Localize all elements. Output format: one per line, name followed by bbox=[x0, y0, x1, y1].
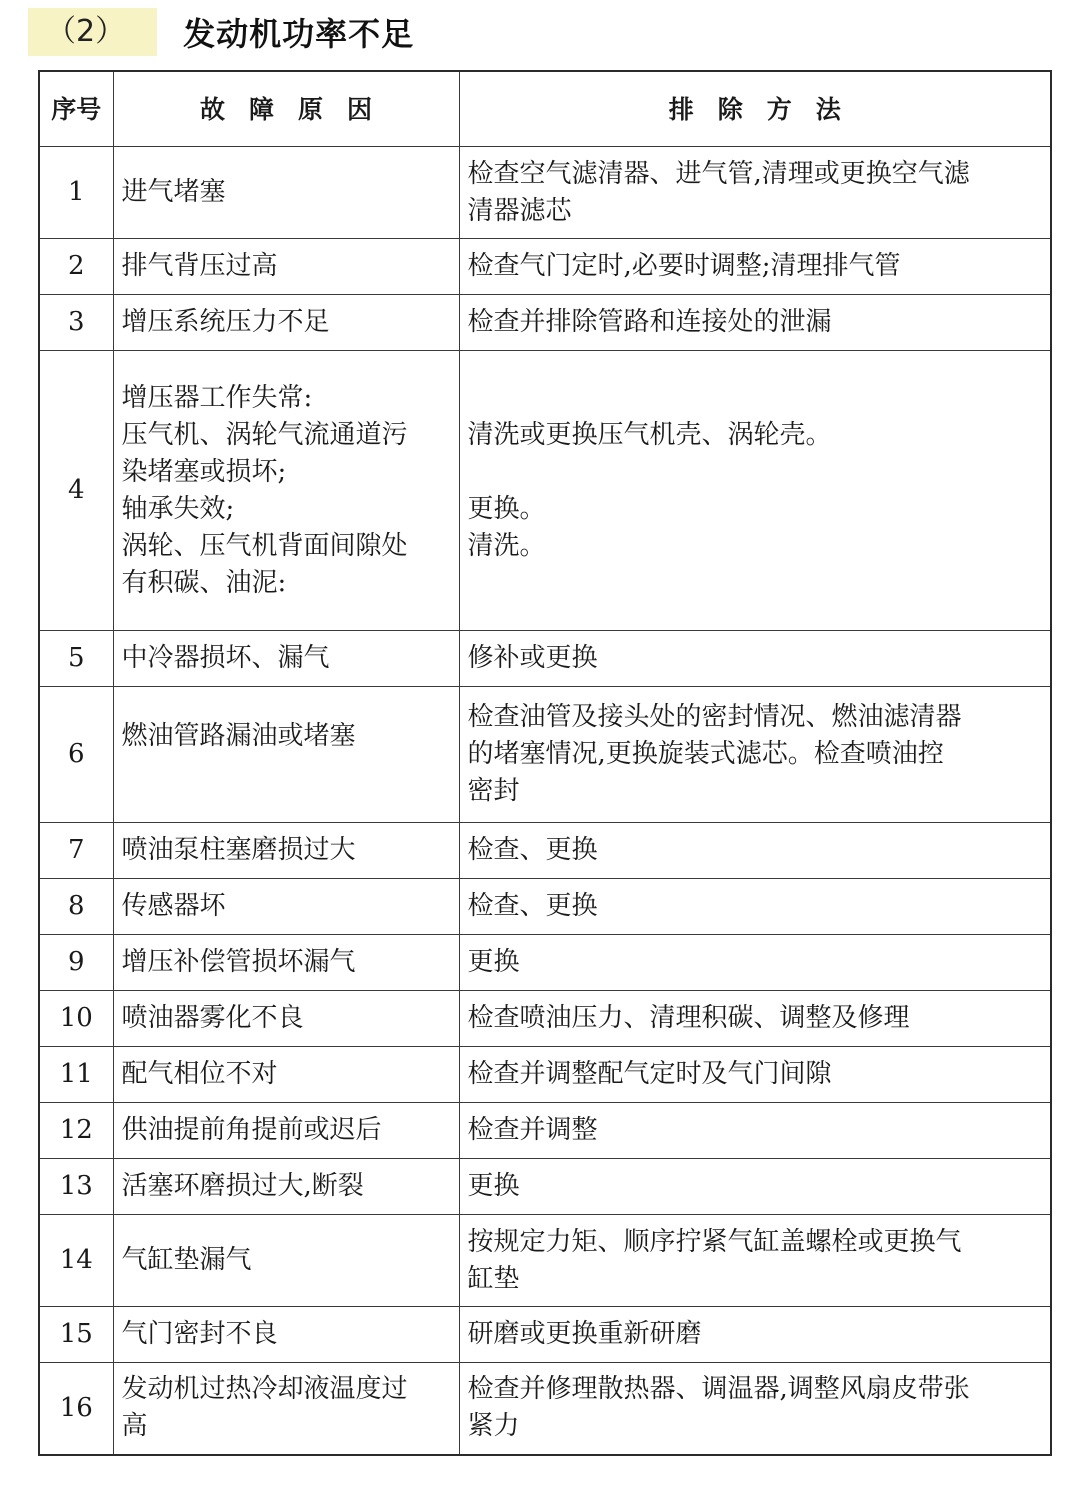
row-cause bbox=[113, 879, 459, 935]
row-number: 11 bbox=[39, 1047, 113, 1103]
row-number: 13 bbox=[39, 1159, 113, 1215]
fix-text-line: 修补或更换 bbox=[467, 643, 598, 673]
row-fix bbox=[459, 631, 1051, 687]
table-row bbox=[39, 991, 1051, 1047]
cause-text-line: 增压补偿管损坏漏气 bbox=[121, 947, 356, 977]
cause-text-line: 配气相位不对 bbox=[121, 1059, 278, 1089]
section-title: 发动机功率不足 bbox=[183, 15, 415, 53]
cause-text-line: 中冷器损坏、漏气 bbox=[121, 643, 330, 673]
fix-text-line: 更换 bbox=[467, 1171, 520, 1201]
fix-text-line: 更换。 bbox=[467, 493, 546, 524]
fix-text-line: 清洗或更换压气机壳、涡轮壳。 bbox=[467, 419, 832, 450]
table-row bbox=[39, 239, 1051, 295]
section-heading bbox=[28, 6, 414, 58]
cause-blank-line bbox=[122, 755, 451, 792]
table-row bbox=[39, 1307, 1051, 1363]
fix-text-line: 研磨或更换重新研磨 bbox=[467, 1319, 702, 1349]
row-number: 8 bbox=[39, 879, 113, 935]
row-fix bbox=[459, 239, 1051, 295]
row-number: 14 bbox=[39, 1215, 113, 1307]
fix-text-line: 检查并修理散热器、调温器,调整风扇皮带张 bbox=[467, 1374, 970, 1405]
row-number: 12 bbox=[39, 1103, 113, 1159]
header-fix: 排除方法 bbox=[459, 71, 1051, 147]
row-fix bbox=[459, 1103, 1051, 1159]
row-fix bbox=[459, 147, 1051, 239]
row-cause bbox=[113, 1047, 459, 1103]
table-row bbox=[39, 687, 1051, 823]
row-number: 10 bbox=[39, 991, 113, 1047]
fix-text-line: 更换 bbox=[467, 947, 520, 977]
row-cause bbox=[113, 239, 459, 295]
table-row bbox=[39, 823, 1051, 879]
row-fix bbox=[459, 991, 1051, 1047]
fault-table bbox=[38, 70, 1052, 1456]
fix-text-line: 紧力 bbox=[467, 1411, 520, 1442]
row-cause bbox=[113, 935, 459, 991]
cause-text-line: 发动机过热冷却液温度过 bbox=[121, 1374, 408, 1405]
cause-text-line: 喷油泵柱塞磨损过大 bbox=[121, 835, 356, 865]
row-number: 15 bbox=[39, 1307, 113, 1363]
fix-text-line: 按规定力矩、顺序拧紧气缸盖螺栓或更换气 bbox=[467, 1226, 962, 1257]
cause-text-line: 活塞环磨损过大,断裂 bbox=[121, 1171, 364, 1201]
row-fix bbox=[459, 879, 1051, 935]
table-row bbox=[39, 1159, 1051, 1215]
row-fix bbox=[459, 351, 1051, 631]
row-fix bbox=[459, 1215, 1051, 1307]
row-number: 1 bbox=[39, 147, 113, 239]
fix-blank-line bbox=[468, 565, 1043, 602]
row-fix bbox=[459, 687, 1051, 823]
row-cause bbox=[113, 991, 459, 1047]
cause-text-line: 增压系统压力不足 bbox=[121, 307, 330, 337]
fix-text-line: 检查并调整配气定时及气门间隙 bbox=[467, 1059, 832, 1089]
table-row bbox=[39, 1215, 1051, 1307]
row-cause bbox=[113, 1363, 459, 1455]
section-number: （2） bbox=[28, 8, 157, 56]
table-row bbox=[39, 935, 1051, 991]
row-fix bbox=[459, 295, 1051, 351]
fix-text-line: 的堵塞情况,更换旋装式滤芯。检查喷油控 bbox=[467, 739, 944, 769]
table-row bbox=[39, 1047, 1051, 1103]
cause-text-line: 传感器坏 bbox=[121, 891, 226, 921]
fix-text-line: 检查油管及接头处的密封情况、燃油滤清器 bbox=[467, 702, 962, 732]
row-cause bbox=[113, 295, 459, 351]
fix-text-line: 检查喷油压力、清理积碳、调整及修理 bbox=[467, 1003, 910, 1033]
fix-text-line: 检查空气滤清器、进气管,清理或更换空气滤 bbox=[467, 158, 970, 189]
row-cause bbox=[113, 631, 459, 687]
cause-text-line: 高 bbox=[121, 1411, 148, 1442]
fix-text-line: 检查、更换 bbox=[467, 835, 598, 865]
row-cause bbox=[113, 1103, 459, 1159]
header-number: 序号 bbox=[39, 71, 113, 147]
table-body bbox=[39, 147, 1051, 1455]
row-number: 3 bbox=[39, 295, 113, 351]
fix-text-line: 检查、更换 bbox=[467, 891, 598, 921]
fix-text-line: 检查并排除管路和连接处的泄漏 bbox=[467, 307, 832, 337]
row-number: 6 bbox=[39, 687, 113, 823]
fix-text-line: 检查并调整 bbox=[467, 1115, 598, 1145]
row-number: 9 bbox=[39, 935, 113, 991]
row-fix bbox=[459, 1363, 1051, 1455]
row-fix bbox=[459, 1307, 1051, 1363]
table-row bbox=[39, 1103, 1051, 1159]
table-row bbox=[39, 351, 1051, 631]
row-cause bbox=[113, 823, 459, 879]
row-fix bbox=[459, 823, 1051, 879]
row-cause bbox=[113, 1159, 459, 1215]
cause-text-line: 有积碳、油泥: bbox=[121, 567, 287, 598]
cause-text-line: 燃油管路漏油或堵塞 bbox=[121, 720, 356, 751]
table-row bbox=[39, 1363, 1051, 1455]
header-cause: 故障原因 bbox=[113, 71, 459, 147]
fix-text-line: 检查气门定时,必要时调整;清理排气管 bbox=[467, 251, 901, 281]
row-number: 16 bbox=[39, 1363, 113, 1455]
fix-text-line: 清器滤芯 bbox=[467, 195, 572, 226]
cause-text-line: 轴承失效; bbox=[121, 493, 235, 524]
table-row bbox=[39, 631, 1051, 687]
fix-text-line: 清洗。 bbox=[467, 530, 546, 561]
row-cause bbox=[113, 1215, 459, 1307]
fix-text-line: 密封 bbox=[467, 776, 520, 806]
table-row bbox=[39, 295, 1051, 351]
row-cause bbox=[113, 147, 459, 239]
fix-blank-line bbox=[468, 380, 1043, 417]
row-cause bbox=[113, 1307, 459, 1363]
fix-text-line: 缸垫 bbox=[467, 1263, 520, 1294]
cause-text-line: 进气堵塞 bbox=[121, 177, 226, 207]
fix-blank-line bbox=[468, 454, 1043, 491]
cause-text-line: 喷油器雾化不良 bbox=[121, 1003, 304, 1033]
row-fix bbox=[459, 1047, 1051, 1103]
cause-text-line: 染堵塞或损坏; bbox=[121, 456, 287, 487]
table-row bbox=[39, 147, 1051, 239]
cause-text-line: 气门密封不良 bbox=[121, 1319, 278, 1349]
row-number: 4 bbox=[39, 351, 113, 631]
cause-text-line: 涡轮、压气机背面间隙处 bbox=[121, 530, 408, 561]
cause-text-line: 供油提前角提前或迟后 bbox=[121, 1115, 382, 1145]
row-cause bbox=[113, 351, 459, 631]
table-row bbox=[39, 879, 1051, 935]
table-header-row bbox=[39, 71, 1051, 147]
cause-text-line: 压气机、涡轮气流通道污 bbox=[121, 419, 408, 450]
row-cause bbox=[113, 687, 459, 823]
cause-text-line: 气缸垫漏气 bbox=[121, 1245, 252, 1275]
cause-text-line: 增压器工作失常: bbox=[121, 382, 313, 413]
row-number: 2 bbox=[39, 239, 113, 295]
row-fix bbox=[459, 1159, 1051, 1215]
row-number: 7 bbox=[39, 823, 113, 879]
cause-text-line: 排气背压过高 bbox=[121, 251, 278, 281]
row-fix bbox=[459, 935, 1051, 991]
row-number: 5 bbox=[39, 631, 113, 687]
